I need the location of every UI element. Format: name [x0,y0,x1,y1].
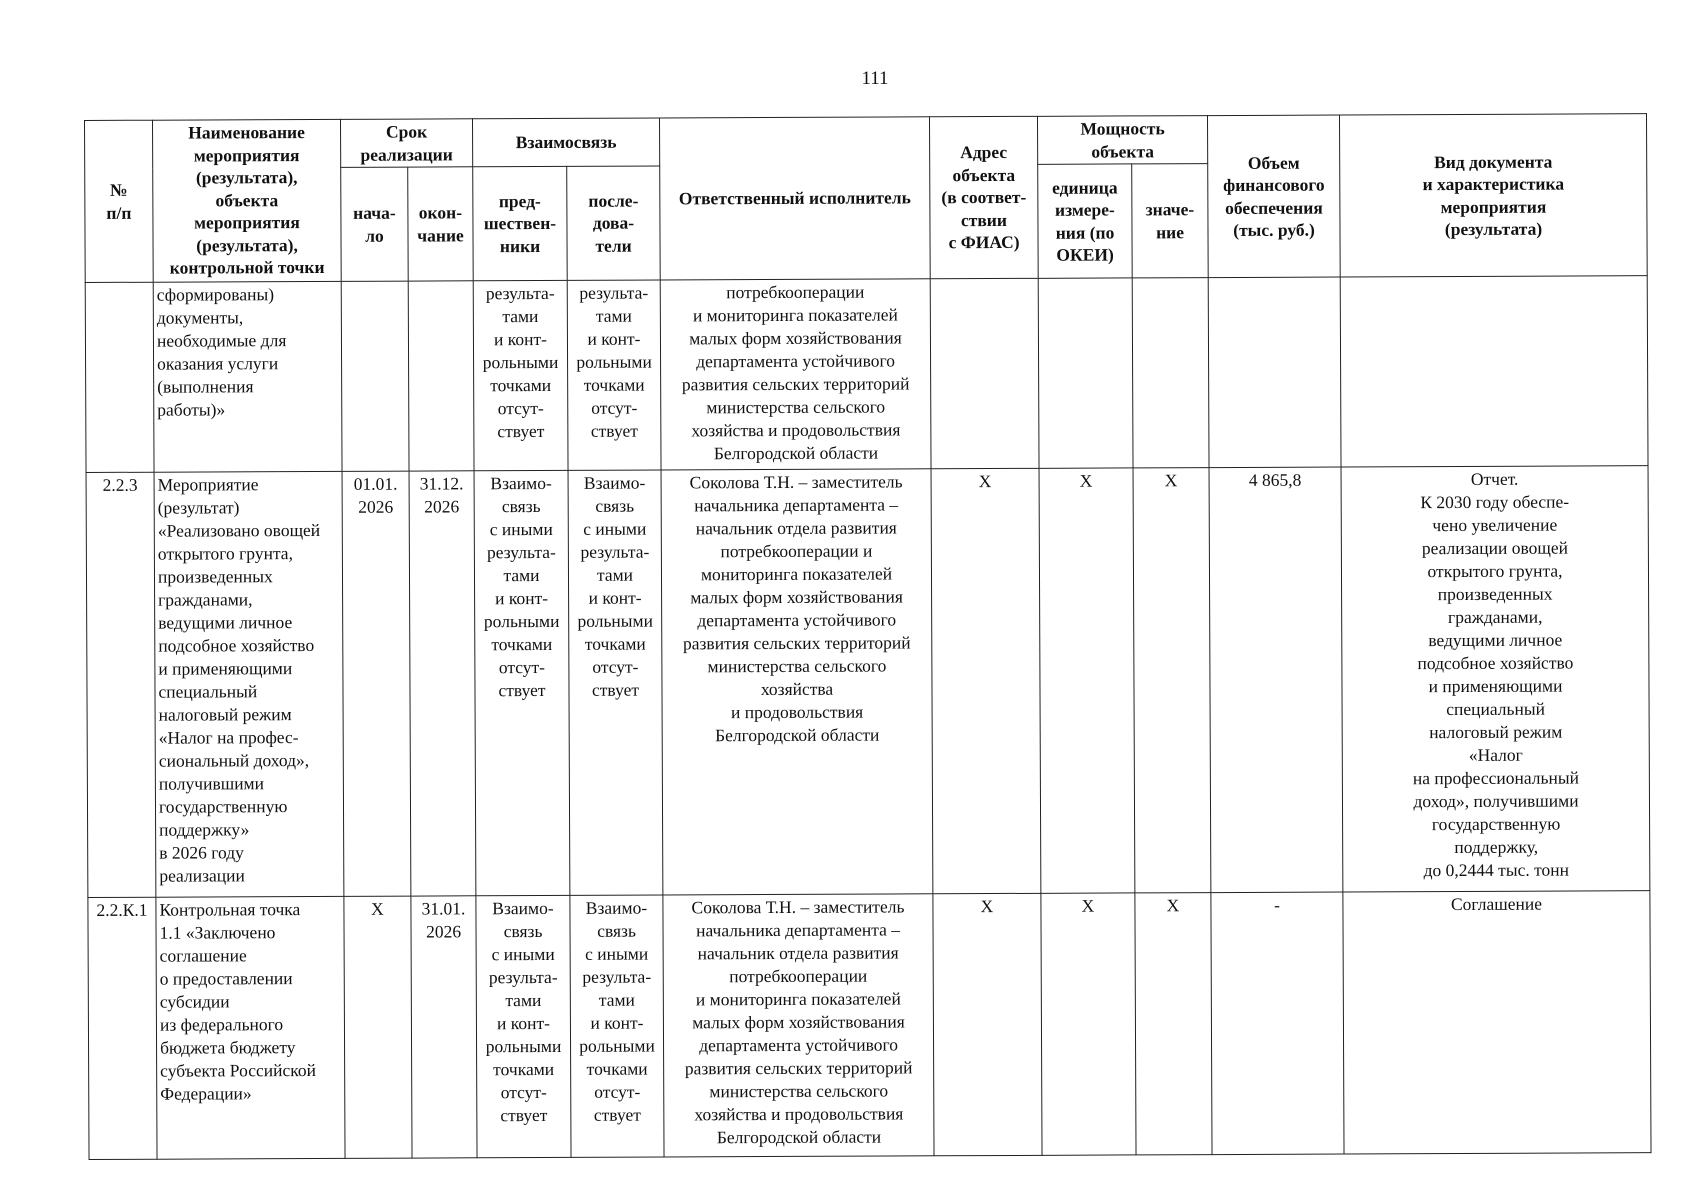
cell-value [1132,278,1209,468]
cell-address [930,278,1039,468]
header-unit: единица измере- ния (по ОКЕИ) [1038,164,1132,278]
header-value: значе- ние [1132,164,1209,278]
cell-next: Взаимо- связь с иными результа- тами и конт- рольными точками отсут- ствует [568,470,663,895]
cell-next: Взаимо- связь с иными результа- тами и конт- рольными точками отсут- ствует [570,895,664,1157]
header-relation: Взаимосвязь [472,118,659,167]
cell-num [85,282,154,472]
cell-unit: Х [1041,893,1136,1155]
table-row [86,466,1650,898]
cell-address: Х [933,893,1042,1155]
header-num: № п/п [85,120,154,282]
cell-pred: результа- тами и конт- рольными точками отсут- ствует [473,280,568,470]
cell-start [341,281,409,471]
header-finance: Объем финансового обеспечения (тыс. руб.) [1208,115,1341,278]
header-term: Срок реализации [340,119,472,168]
cell-address: Х [931,468,1041,893]
cell-name: Мероприятие (результат) «Реализовано овощей открытого грунта, произведенных гражданами, ведущими личное подсобное хозяйство и применяющими специальный налоговый режим «Налог на профес- сиональный доход», получившими государственную поддержку» в 2026 году реализации [154,471,344,897]
header-end: окон- чание [408,167,473,281]
cell-finance: - [1211,892,1344,1155]
cell-num: 2.2.3 [86,472,156,897]
cell-unit [1038,278,1133,468]
cell-end: 31.12. 2026 [409,471,476,896]
cell-finance [1208,277,1341,468]
cell-doc [1340,276,1648,467]
header-pred: пред- шествен- ники [473,166,567,280]
cell-pred: Взаимо- связь с иными результа- тами и конт- рольными точками отсут- ствует [476,895,571,1157]
page-number: 111 [861,68,889,89]
cell-pred: Взаимо- связь с иными результа- тами и конт- рольными точками отсут- ствует [474,470,570,895]
plan-table [84,113,1652,1160]
header-address: Адрес объекта (в соответ- ствии с ФИАС) [930,116,1039,278]
cell-end [408,281,474,471]
cell-next: результа- тами и конт- рольными точками отсут- ствует [567,280,661,470]
cell-executor: Соколова Т.Н. – заместитель начальника департамента – начальник отдела развития потребкооперации и мониторинга показателей малых форм хозяйствования департамента устойчивого развития сельских территорий министерства сельского хозяйства и продовольствия Белгородской области [661,469,933,895]
header-row [85,114,1647,169]
cell-executor: Соколова Т.Н. – заместитель начальника департамента – начальник отдела развития потребкооперации и мониторинга показателей малых форм хозяйствования департамента устойчивого развития сельских территорий министерства сельского хозяйства и продовольствия Белгородской области [663,894,934,1157]
cell-value: Х [1135,893,1212,1155]
header-start: нача- ло [341,167,408,281]
cell-doc: Соглашение [1343,891,1651,1154]
header-capacity: Мощность объекта [1038,116,1208,165]
cell-finance: 4 865,8 [1209,467,1343,893]
cell-value: Х [1133,468,1211,893]
cell-unit: Х [1039,468,1135,893]
header-name: Наименование мероприятия (результата), объекта мероприятия (результата), контрольной точки [153,119,342,282]
cell-name: Контрольная точка 1.1 «Заключено соглашение о предоставлении субсидии из федерального бюджета бюджету субъекта Российской Федерации» [156,896,345,1159]
cell-executor: потребкооперации и мониторинга показателей малых форм хозяйствования департамента устойчивого развития сельских территорий министерства сельского хозяйства и продовольствия Белгородской области [660,279,931,470]
cell-start: Х [344,896,412,1158]
header-next: после- дова- тели [567,166,661,280]
cell-start: 01.01. 2026 [342,471,411,896]
table-row [85,276,1648,473]
cell-num: 2.2.К.1 [88,897,157,1159]
header-doc: Вид документа и характеристика мероприятия (результата) [1340,114,1648,277]
cell-doc: Отчет. К 2030 году обеспе- чено увеличение реализации овощей открытого грунта, произведенных гражданами, ведущими личное подсобное хозяйство и применяющими специальный налоговый режим «Налог на профессиональный доход», получившими государственную поддержку, до 0,2444 тыс. тонн [1341,466,1650,892]
cell-end: 31.01. 2026 [411,896,477,1158]
header-executor: Ответственный исполнитель [660,117,931,280]
table-row [88,891,1651,1160]
cell-name: сформированы) документы, необходимые для оказания услуги (выполнения работы)» [153,281,342,472]
